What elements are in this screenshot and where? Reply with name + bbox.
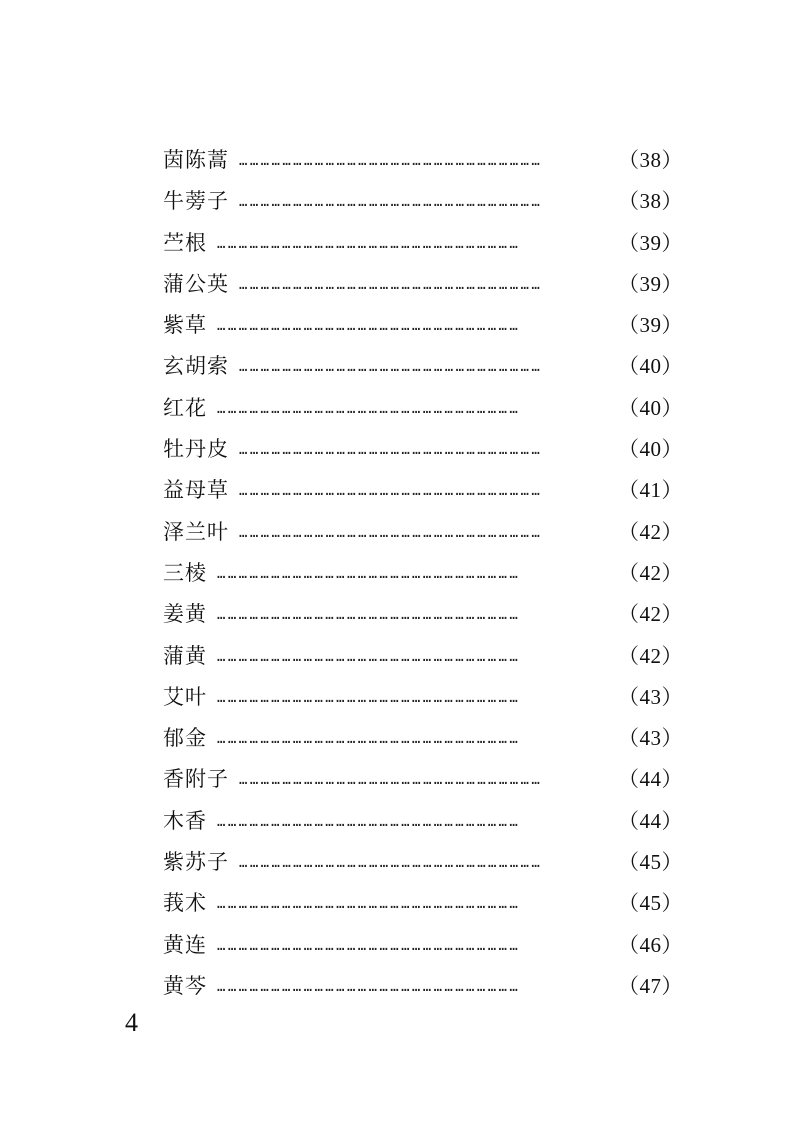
- toc-entry-title: 牛蒡子: [163, 189, 229, 214]
- toc-entry-page: （45）: [618, 850, 683, 875]
- toc-dot-leader: …………………………………………………………………………: [239, 359, 543, 376]
- toc-entry[interactable]: [163, 759, 683, 800]
- toc-entry-page: （42）: [618, 519, 683, 544]
- toc-dot-leader: …………………………………………………………………………: [217, 607, 521, 624]
- toc-entry-title: 黄芩: [163, 973, 207, 998]
- toc-entry-title: 紫草: [163, 313, 207, 338]
- toc-entry-page: （40）: [618, 437, 683, 462]
- toc-dot-leader: …………………………………………………………………………: [239, 194, 543, 211]
- toc-entry-page: （41）: [618, 478, 683, 503]
- toc-entry-page: （45）: [618, 891, 683, 916]
- toc-entry-page: （46）: [618, 932, 683, 957]
- toc-entry-page: （44）: [618, 808, 683, 833]
- toc-entry-title: 蒲公英: [163, 271, 229, 296]
- toc-entry[interactable]: [163, 346, 683, 387]
- toc-entry-title: 玄胡索: [163, 354, 229, 379]
- toc-dot-leader: …………………………………………………………………………: [217, 896, 521, 913]
- toc-dot-leader: …………………………………………………………………………: [239, 524, 543, 541]
- toc-entry[interactable]: [163, 470, 683, 511]
- toc-entry-page: （42）: [618, 643, 683, 668]
- toc-dot-leader: …………………………………………………………………………: [239, 153, 543, 169]
- toc-entry[interactable]: [163, 388, 683, 429]
- toc-dot-leader: …………………………………………………………………………: [217, 648, 521, 665]
- toc-entry-title: 艾叶: [163, 684, 207, 709]
- toc-entry[interactable]: [163, 801, 683, 842]
- toc-dot-leader: …………………………………………………………………………: [217, 565, 521, 582]
- table-of-contents: [163, 140, 683, 1007]
- toc-entry[interactable]: [163, 512, 683, 553]
- toc-entry-page: （40）: [618, 354, 683, 379]
- toc-entry-title: 黄连: [163, 932, 207, 957]
- toc-entry[interactable]: [163, 181, 683, 222]
- toc-dot-leader: …………………………………………………………………………: [217, 731, 521, 748]
- toc-entry-page: （39）: [618, 313, 683, 338]
- toc-entry-title: 泽兰叶: [163, 519, 229, 544]
- toc-entry-page: （38）: [618, 189, 683, 214]
- toc-entry-title: 茵陈蒿: [163, 148, 229, 172]
- toc-dot-leader: …………………………………………………………………………: [239, 442, 543, 459]
- toc-dot-leader: …………………………………………………………………………: [217, 978, 521, 995]
- toc-entry-page: （39）: [618, 271, 683, 296]
- toc-entry-title: 苎根: [163, 230, 207, 255]
- toc-entry-title: 红花: [163, 395, 207, 420]
- toc-entry[interactable]: [163, 264, 683, 305]
- toc-entry[interactable]: [163, 140, 683, 181]
- toc-entry-title: 牡丹皮: [163, 437, 229, 462]
- toc-dot-leader: …………………………………………………………………………: [239, 483, 543, 500]
- toc-entry-title: 蒲黄: [163, 643, 207, 668]
- toc-dot-leader: …………………………………………………………………………: [217, 813, 521, 830]
- toc-entry-title: 木香: [163, 808, 207, 833]
- toc-entry[interactable]: [163, 429, 683, 470]
- toc-entry[interactable]: [163, 305, 683, 346]
- toc-dot-leader: …………………………………………………………………………: [217, 235, 521, 252]
- toc-dot-leader: …………………………………………………………………………: [217, 937, 521, 954]
- toc-entry-title: 莪术: [163, 891, 207, 916]
- toc-entry-page: （44）: [618, 767, 683, 792]
- toc-entry[interactable]: [163, 925, 683, 966]
- toc-entry-title: 紫苏子: [163, 850, 229, 875]
- toc-dot-leader: …………………………………………………………………………: [239, 855, 543, 872]
- toc-entry-page: （40）: [618, 395, 683, 420]
- toc-entry-title: 姜黄: [163, 602, 207, 627]
- toc-entry-page: （43）: [618, 726, 683, 751]
- toc-entry-title: 郁金: [163, 726, 207, 751]
- toc-entry-title: 益母草: [163, 478, 229, 503]
- toc-entry[interactable]: [163, 553, 683, 594]
- toc-entry-page: （42）: [618, 560, 683, 585]
- toc-entry[interactable]: [163, 842, 683, 883]
- toc-entry[interactable]: [163, 636, 683, 677]
- toc-entry[interactable]: [163, 718, 683, 759]
- toc-entry[interactable]: [163, 594, 683, 635]
- toc-dot-leader: …………………………………………………………………………: [217, 400, 521, 417]
- toc-entry-page: （43）: [618, 684, 683, 709]
- toc-entry[interactable]: [163, 223, 683, 264]
- toc-dot-leader: …………………………………………………………………………: [239, 276, 543, 293]
- toc-entry-title: 香附子: [163, 767, 229, 792]
- toc-entry-page: （42）: [618, 602, 683, 627]
- toc-entry[interactable]: [163, 677, 683, 718]
- toc-entry-title: 三棱: [163, 560, 207, 585]
- toc-entry-page: （38）: [618, 148, 683, 172]
- toc-entry-page: （39）: [618, 230, 683, 255]
- page-number: 4: [125, 1008, 138, 1037]
- toc-dot-leader: …………………………………………………………………………: [239, 772, 543, 789]
- toc-dot-leader: …………………………………………………………………………: [217, 689, 521, 706]
- toc-dot-leader: …………………………………………………………………………: [217, 318, 521, 335]
- toc-entry-page: （47）: [618, 973, 683, 998]
- toc-entry[interactable]: [163, 966, 683, 1007]
- toc-entry[interactable]: [163, 883, 683, 924]
